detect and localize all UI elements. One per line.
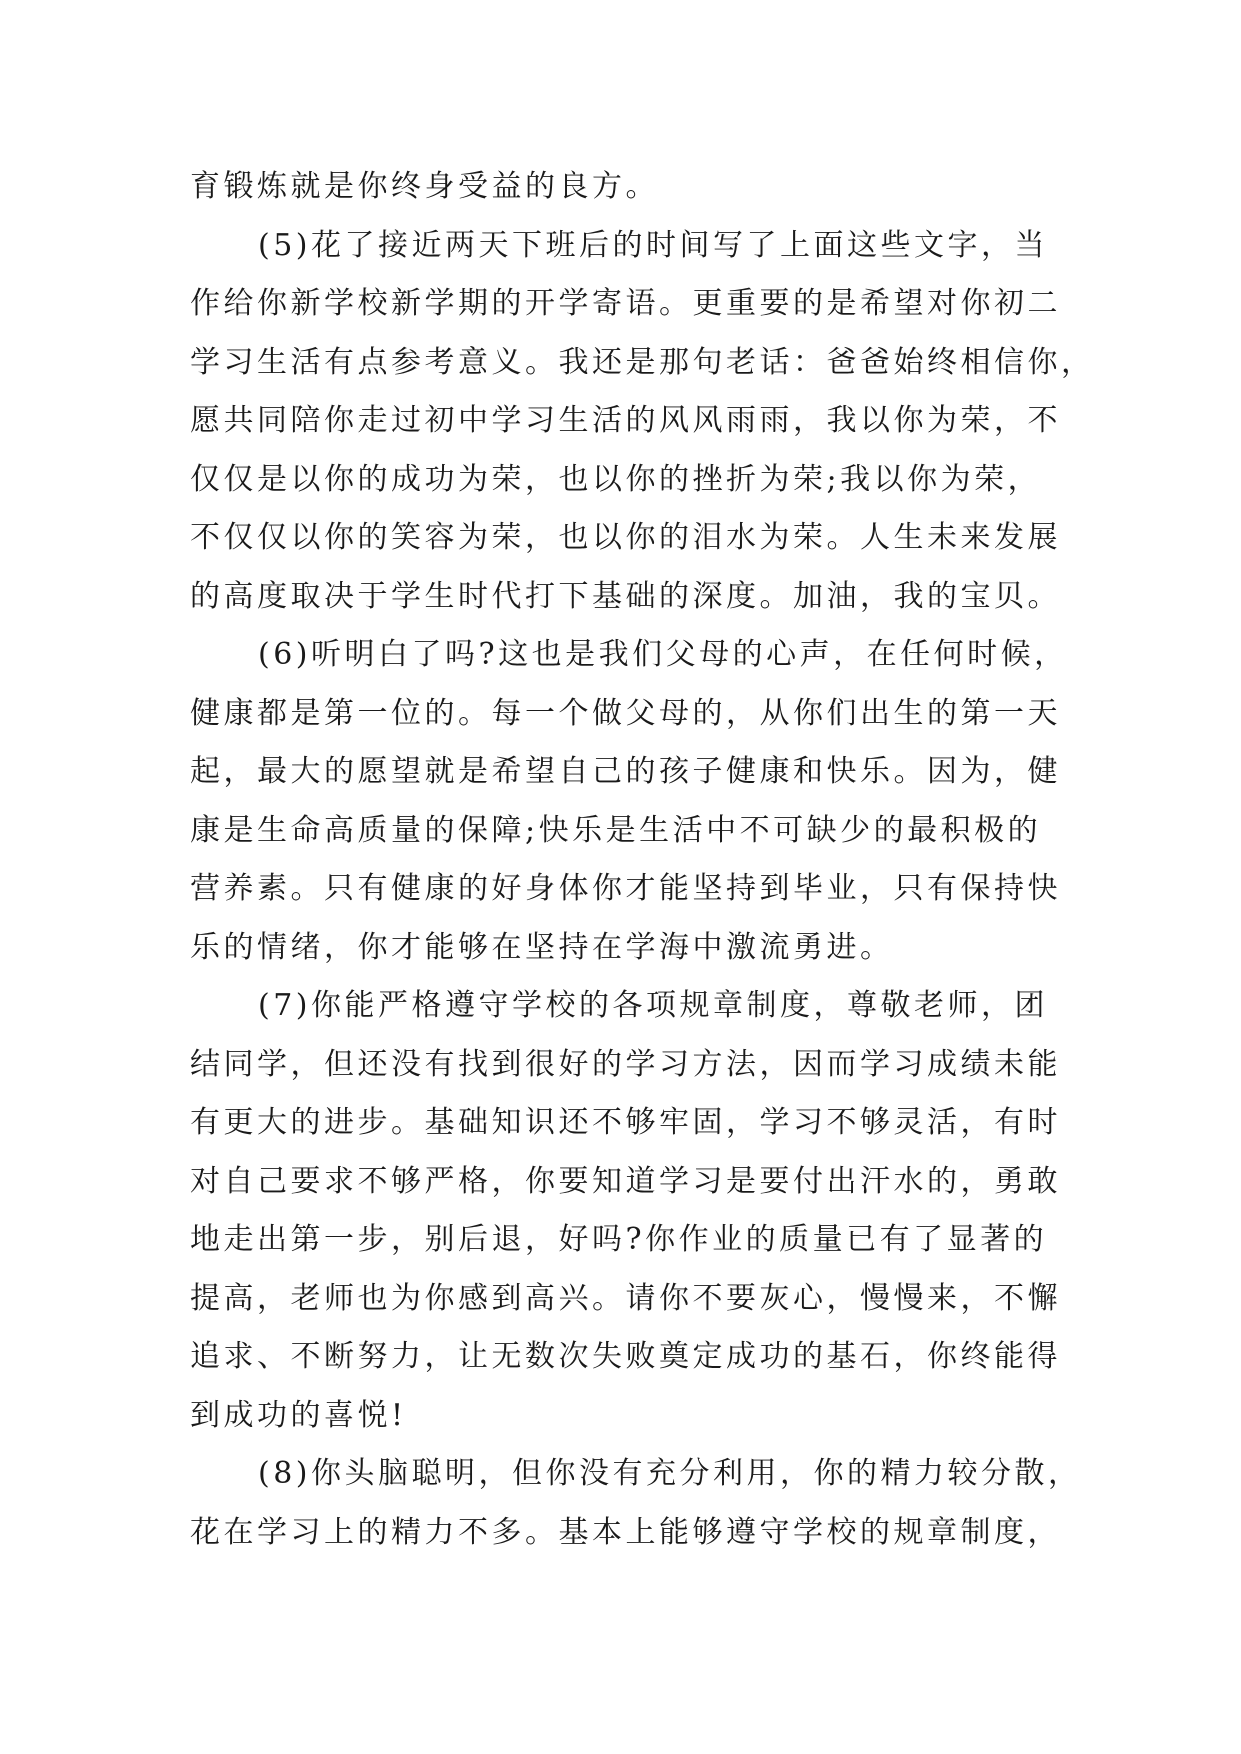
text-line: 营养素。只有健康的好身体你才能坚持到毕业，只有保持快 — [190, 871, 1061, 906]
text-line: 愿共同陪你走过初中学习生活的风风雨雨，我以你为荣，不 — [190, 403, 1061, 438]
text-line: 追求、不断努力，让无数次失败奠定成功的基石，你终能得 — [190, 1339, 1061, 1374]
paragraph-first-line: (5)花了接近两天下班后的时间写了上面这些文字，当 — [258, 227, 1048, 263]
text-line: 学习生活有点参考意义。我还是那句老话：爸爸始终相信你， — [190, 344, 1095, 380]
text-line: 乐的情绪，你才能够在坚持在学海中激流勇进。 — [190, 929, 894, 965]
text-line: 有更大的进步。基础知识还不够牢固，学习不够灵活，有时 — [190, 1105, 1061, 1140]
text-line: 康是生命高质量的保障;快乐是生活中不可缺少的最积极的 — [190, 812, 1042, 848]
text-line: 地走出第一步，别后退，好吗?你作业的质量已有了显著的 — [190, 1222, 1048, 1257]
text-line: 仅仅是以你的成功为荣，也以你的挫折为荣;我以你为荣， — [190, 461, 1042, 497]
text-line: 育锻炼就是你终身受益的良方。 — [190, 169, 659, 204]
text-line: 不仅仅以你的笑容为荣，也以你的泪水为荣。人生未来发展 — [190, 520, 1061, 555]
body-text — [190, 158, 1095, 1562]
text-line: 到成功的喜悦! — [190, 1397, 407, 1433]
text-line: 起，最大的愿望就是希望自己的孩子健康和快乐。因为，健 — [190, 754, 1061, 789]
text-line: 作给你新学校新学期的开学寄语。更重要的是希望对你初二 — [190, 286, 1061, 321]
paragraph-first-line: (8)你头脑聪明，但你没有充分利用，你的精力较分散， — [258, 1456, 1082, 1491]
text-line: 健康都是第一位的。每一个做父母的，从你们出生的第一天 — [190, 695, 1061, 731]
text-line: 对自己要求不够严格，你要知道学习是要付出汗水的，勇敢 — [190, 1163, 1061, 1199]
text-line: 的高度取决于学生时代打下基础的深度。加油，我的宝贝。 — [190, 578, 1061, 614]
paragraph-first-line: (6)听明白了吗?这也是我们父母的心声，在任何时候， — [258, 637, 1068, 672]
paragraph-first-line: (7)你能严格遵守学校的各项规章制度，尊敬老师，团 — [258, 988, 1048, 1023]
text-line: 结同学，但还没有找到很好的学习方法，因而学习成绩未能 — [190, 1046, 1061, 1082]
text-line: 花在学习上的精力不多。基本上能够遵守学校的规章制度， — [190, 1514, 1061, 1550]
text-line: 提高，老师也为你感到高兴。请你不要灰心，慢慢来，不懈 — [190, 1280, 1061, 1316]
